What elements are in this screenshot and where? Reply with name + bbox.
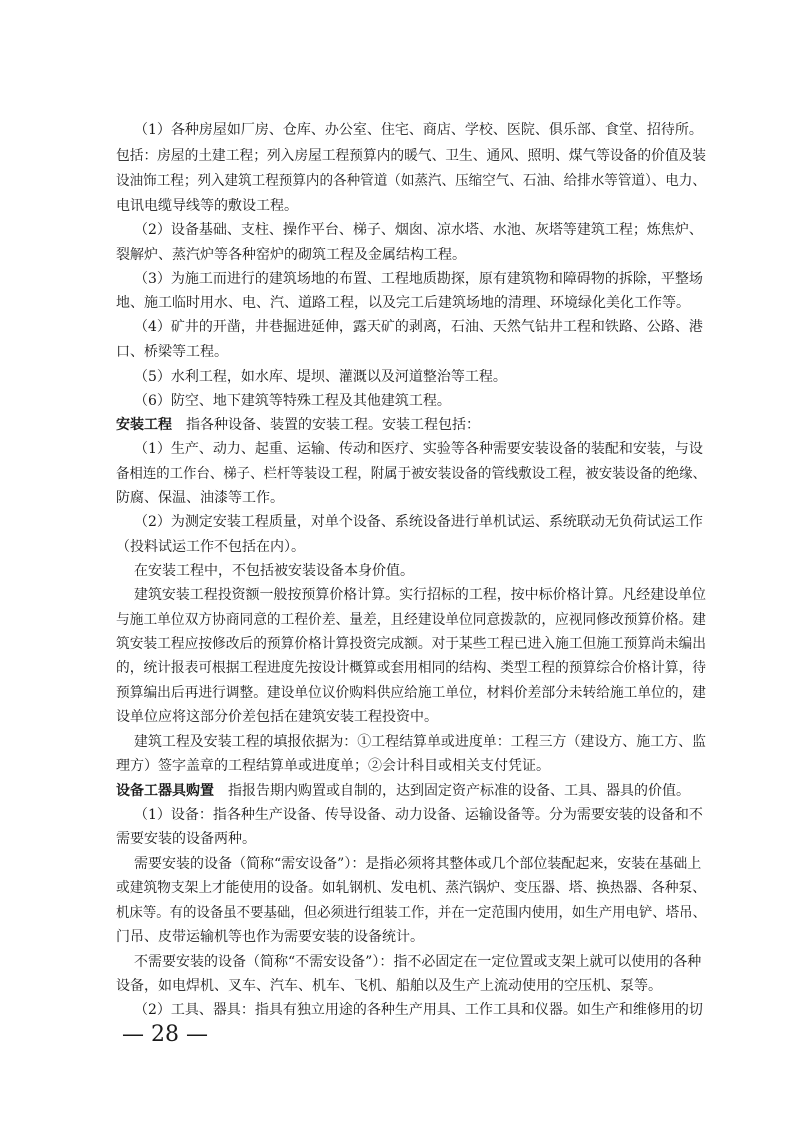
text-line: 建筑安装工程投资额一般按预算价格计算。实行招标的工程，按中标价格计算。凡经建设单位 [134,587,706,603]
text-line: 设备工器具购置 指报告期内购置或自制的，达到固定资产标准的设备、工具、器具的价值。 [116,783,690,799]
text-line: （1）各种房屋如厂房、仓库、办公室、住宅、商店、学校、医院、俱乐部、食堂、招待所。 [134,122,703,138]
text-line: （2）设备基础、支柱、操作平台、梯子、烟囱、凉水塔、水池、灰塔等建筑工程；炼焦炉、 [134,222,703,238]
text-line: 口、桥梁等工程。 [116,344,228,360]
text-line: （投料试运工作不包括在内）。 [116,539,305,555]
text-line: 门吊、皮带运输机等也作为需要安装的设备统计。 [116,929,424,945]
section-heading: 设备工器具购置 [116,783,214,799]
text-line: 不需要安装的设备（简称“不需安设备”）：指不必固定在一定位置或支架上就可以使用的各种 [134,954,702,970]
text-line: 裂解炉、蒸汽炉等各种窑炉的砌筑工程及金属结构工程。 [116,247,466,263]
text-line: 的，统计报表可根据工程进度先按设计概算或套用相同的结构、类型工程的预算综合价格计算，待 [116,660,706,676]
section-heading: 安装工程 [116,417,172,433]
text-line: 与施工单位双方协商同意的工程价差、量差，且经建设单位同意拨款的，应视同修改预算价格。建 [116,612,706,628]
text-line: （3）为施工而进行的建筑场地的布置、工程地质勘探，原有建筑物和障碍物的拆除，平整场 [134,271,703,287]
text-line: 设单位应将这部分价差包括在建筑安装工程投资中。 [116,709,438,725]
text-line: （2）为测定安装工程质量，对单个设备、系统设备进行单机试运、系统联动无负荷试运工作 [134,514,703,530]
text-line: （6）防空、地下建筑等特殊工程及其他建筑工程。 [134,393,451,409]
text-line: （4）矿井的开凿，井巷掘进延伸，露天矿的剥离，石油、天然气钻井工程和铁路、公路、港 [134,319,703,335]
text-line: 机床等。有的设备虽不要基础，但必须进行组装工作，并在一定范围内使用，如生产用电铲、塔吊、 [116,905,706,921]
text-line: 需要安装的设备两种。 [116,831,256,847]
text-line: 理方）签字盖章的工程结算单或进度单；②会计科目或相关支付凭证。 [116,758,550,774]
text-line: 安装工程 指各种设备、装置的安装工程。安装工程包括： [116,417,480,433]
text-line: 包括：房屋的土建工程；列入房屋工程预算内的暖气、卫生、通风、照明、煤气等设备的价值及装 [116,148,706,164]
page-number: — 28 — [122,1022,208,1047]
text-line: 需要安装的设备（简称“需安设备”）：是指必须将其整体或几个部位装配起来，安装在基础上 [134,856,702,872]
text-line: 设备，如电焊机、叉车、汽车、机车、飞机、船舶以及生产上流动使用的空压机、泵等。 [116,978,662,994]
text-line: 建筑工程及安装工程的填报依据为：①工程结算单或进度单：工程三方（建设方、施工方、监 [134,734,706,750]
text-line: 在安装工程中，不包括被安装设备本身价值。 [134,563,414,579]
text-line: （1）生产、动力、起重、运输、传动和医疗、实验等各种需要安装设备的装配和安装，与设 [134,441,703,457]
text-line: 筑安装工程应按修改后的预算价格计算投资完成额。对于某些工程已进入施工但施工预算尚未编出 [116,636,706,652]
text-line: （1）设备：指各种生产设备、传导设备、动力设备、运输设备等。分为需要安装的设备和不 [134,807,703,823]
text-line: 备相连的工作台、梯子、栏杆等装设工程，附属于被安装设备的管线敷设工程，被安装设备的绝缘、 [116,466,706,482]
text-line: （5）水利工程，如水库、堤坝、灌溉以及河道整治等工程。 [134,369,507,385]
text-line: 或建筑物支架上才能使用的设备。如轧钢机、发电机、蒸汽锅炉、变压器、塔、换热器、各种泵、 [116,880,706,896]
text-line: 预算编出后再进行调整。建设单位议价购料供应给施工单位，材料价差部分未转给施工单位的，建 [116,685,706,701]
text-line: 电讯电缆导线等的敷设工程。 [116,198,298,214]
text-line: 设油饰工程；列入建筑工程预算内的各种管道（如蒸汽、压缩空气、石油、给排水等管道）、电力、 [116,173,706,189]
text-line: 防腐、保温、油漆等工作。 [116,490,284,506]
text-line: （2）工具、器具：指具有独立用途的各种生产用具、工作工具和仪器。如生产和维修用的切 [134,1002,703,1018]
text-line: 地、施工临时用水、电、汽、道路工程，以及完工后建筑场地的清理、环境绿化美化工作等。 [116,295,690,311]
